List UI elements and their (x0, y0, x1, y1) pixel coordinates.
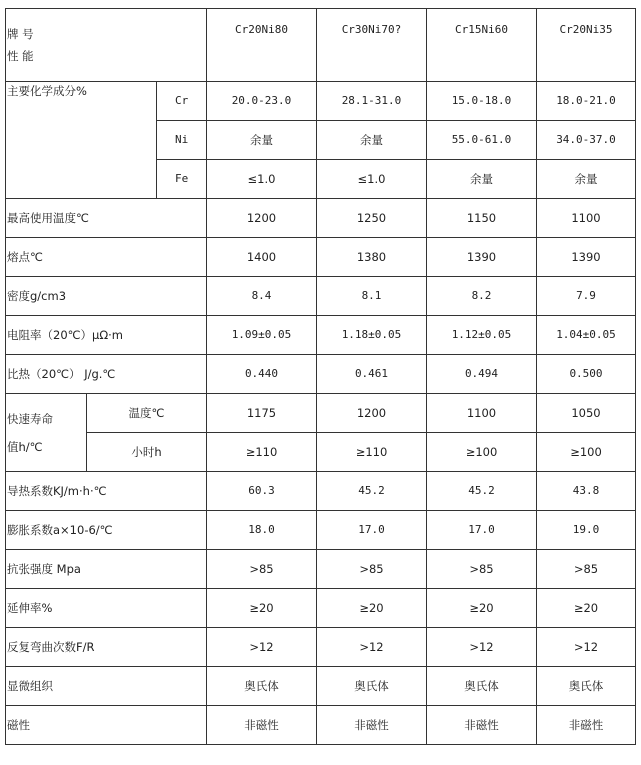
table-row (6, 472, 636, 511)
property-label: 延伸率% (6, 589, 207, 628)
value-cell: 18.0 (207, 511, 317, 550)
value-cell: 1.04±0.05 (537, 316, 636, 355)
property-label: 电阻率（20℃）μΩ·m (6, 316, 207, 355)
value-cell: >85 (317, 550, 427, 589)
value-cell: >85 (207, 550, 317, 589)
value-cell: ≥110 (317, 433, 427, 472)
table-row (6, 667, 636, 706)
value-cell: 奥氏体 (207, 667, 317, 706)
property-label: 抗张强度 Mpa (6, 550, 207, 589)
grade-header: Cr20Ni35 (537, 9, 636, 82)
table-row (6, 706, 636, 745)
table-row (6, 394, 636, 433)
table-row (6, 277, 636, 316)
corner-label-grade: 牌 号 (7, 27, 34, 41)
table-row (6, 199, 636, 238)
value-cell: 19.0 (537, 511, 636, 550)
life-sub-label: 温度℃ (87, 394, 207, 433)
corner-label-property: 性 能 (7, 49, 34, 63)
value-cell: 8.4 (207, 277, 317, 316)
value-cell: 17.0 (427, 511, 537, 550)
value-cell: 非磁性 (537, 706, 636, 745)
value-cell: 非磁性 (317, 706, 427, 745)
grade-header: Cr20Ni80 (207, 9, 317, 82)
value-cell: 余量 (207, 121, 317, 160)
value-cell: 43.8 (537, 472, 636, 511)
table-row (6, 628, 636, 667)
property-label: 密度g/cm3 (6, 277, 207, 316)
value-cell: 1175 (207, 394, 317, 433)
value-cell: 45.2 (427, 472, 537, 511)
value-cell: 1200 (207, 199, 317, 238)
alloy-properties-table (5, 8, 636, 745)
life-label-line2: 值h/℃ (7, 439, 43, 454)
table-row (6, 589, 636, 628)
header-row (6, 9, 636, 82)
property-label: 磁性 (6, 706, 207, 745)
table-row (6, 511, 636, 550)
value-cell: 1050 (537, 394, 636, 433)
table-row (6, 238, 636, 277)
value-cell: 0.494 (427, 355, 537, 394)
value-cell: 非磁性 (427, 706, 537, 745)
value-cell: 1390 (427, 238, 537, 277)
value-cell: ≥20 (207, 589, 317, 628)
grade-header: Cr15Ni60 (427, 9, 537, 82)
value-cell: 1100 (537, 199, 636, 238)
value-cell: ≥100 (427, 433, 537, 472)
value-cell: ≥20 (427, 589, 537, 628)
value-cell: 1.09±0.05 (207, 316, 317, 355)
value-cell: ≥20 (537, 589, 636, 628)
value-cell: ≤1.0 (317, 160, 427, 199)
value-cell: 余量 (317, 121, 427, 160)
value-cell: 8.1 (317, 277, 427, 316)
value-cell: ≤1.0 (207, 160, 317, 199)
value-cell: ≥20 (317, 589, 427, 628)
value-cell: 0.500 (537, 355, 636, 394)
value-cell: 1150 (427, 199, 537, 238)
property-label: 最高使用温度℃ (6, 199, 207, 238)
value-cell: 55.0-61.0 (427, 121, 537, 160)
value-cell: 1250 (317, 199, 427, 238)
value-cell: 0.440 (207, 355, 317, 394)
value-cell: 1.12±0.05 (427, 316, 537, 355)
value-cell: ≥100 (537, 433, 636, 472)
value-cell: 奥氏体 (537, 667, 636, 706)
value-cell: 0.461 (317, 355, 427, 394)
life-sub-label: 小时h (87, 433, 207, 472)
property-label: 膨胀系数a×10-6/℃ (6, 511, 207, 550)
life-label-line1: 快速寿命 (7, 411, 53, 426)
element-label: Cr (157, 82, 207, 121)
value-cell: 18.0-21.0 (537, 82, 636, 121)
table-row (6, 355, 636, 394)
value-cell: 1200 (317, 394, 427, 433)
element-label: Fe (157, 160, 207, 199)
value-cell: 1400 (207, 238, 317, 277)
value-cell: >85 (537, 550, 636, 589)
value-cell: 奥氏体 (317, 667, 427, 706)
value-cell: >12 (317, 628, 427, 667)
value-cell: 45.2 (317, 472, 427, 511)
grade-header: Cr30Ni70? (317, 9, 427, 82)
value-cell: 60.3 (207, 472, 317, 511)
value-cell: 20.0-23.0 (207, 82, 317, 121)
element-label: Ni (157, 121, 207, 160)
value-cell: >12 (537, 628, 636, 667)
property-label: 导热系数KJ/m·h·℃ (6, 472, 207, 511)
value-cell: 1100 (427, 394, 537, 433)
value-cell: 8.2 (427, 277, 537, 316)
life-label (6, 394, 87, 472)
value-cell: 1390 (537, 238, 636, 277)
value-cell: >12 (427, 628, 537, 667)
corner-header-cell (6, 9, 207, 82)
value-cell: 非磁性 (207, 706, 317, 745)
table-row (6, 316, 636, 355)
chem-label: 主要化学成分% (6, 82, 157, 199)
table-row (6, 433, 636, 472)
property-label: 熔点℃ (6, 238, 207, 277)
value-cell: 余量 (427, 160, 537, 199)
property-label: 比热（20℃） J/g.℃ (6, 355, 207, 394)
value-cell: >12 (207, 628, 317, 667)
value-cell: 17.0 (317, 511, 427, 550)
property-label: 显微组织 (6, 667, 207, 706)
table-row (6, 82, 636, 121)
property-label: 反复弯曲次数F/R (6, 628, 207, 667)
value-cell: 余量 (537, 160, 636, 199)
value-cell: 34.0-37.0 (537, 121, 636, 160)
value-cell: 奥氏体 (427, 667, 537, 706)
value-cell: 1380 (317, 238, 427, 277)
value-cell: >85 (427, 550, 537, 589)
value-cell: ≥110 (207, 433, 317, 472)
value-cell: 15.0-18.0 (427, 82, 537, 121)
table-row (6, 550, 636, 589)
value-cell: 7.9 (537, 277, 636, 316)
value-cell: 28.1-31.0 (317, 82, 427, 121)
value-cell: 1.18±0.05 (317, 316, 427, 355)
